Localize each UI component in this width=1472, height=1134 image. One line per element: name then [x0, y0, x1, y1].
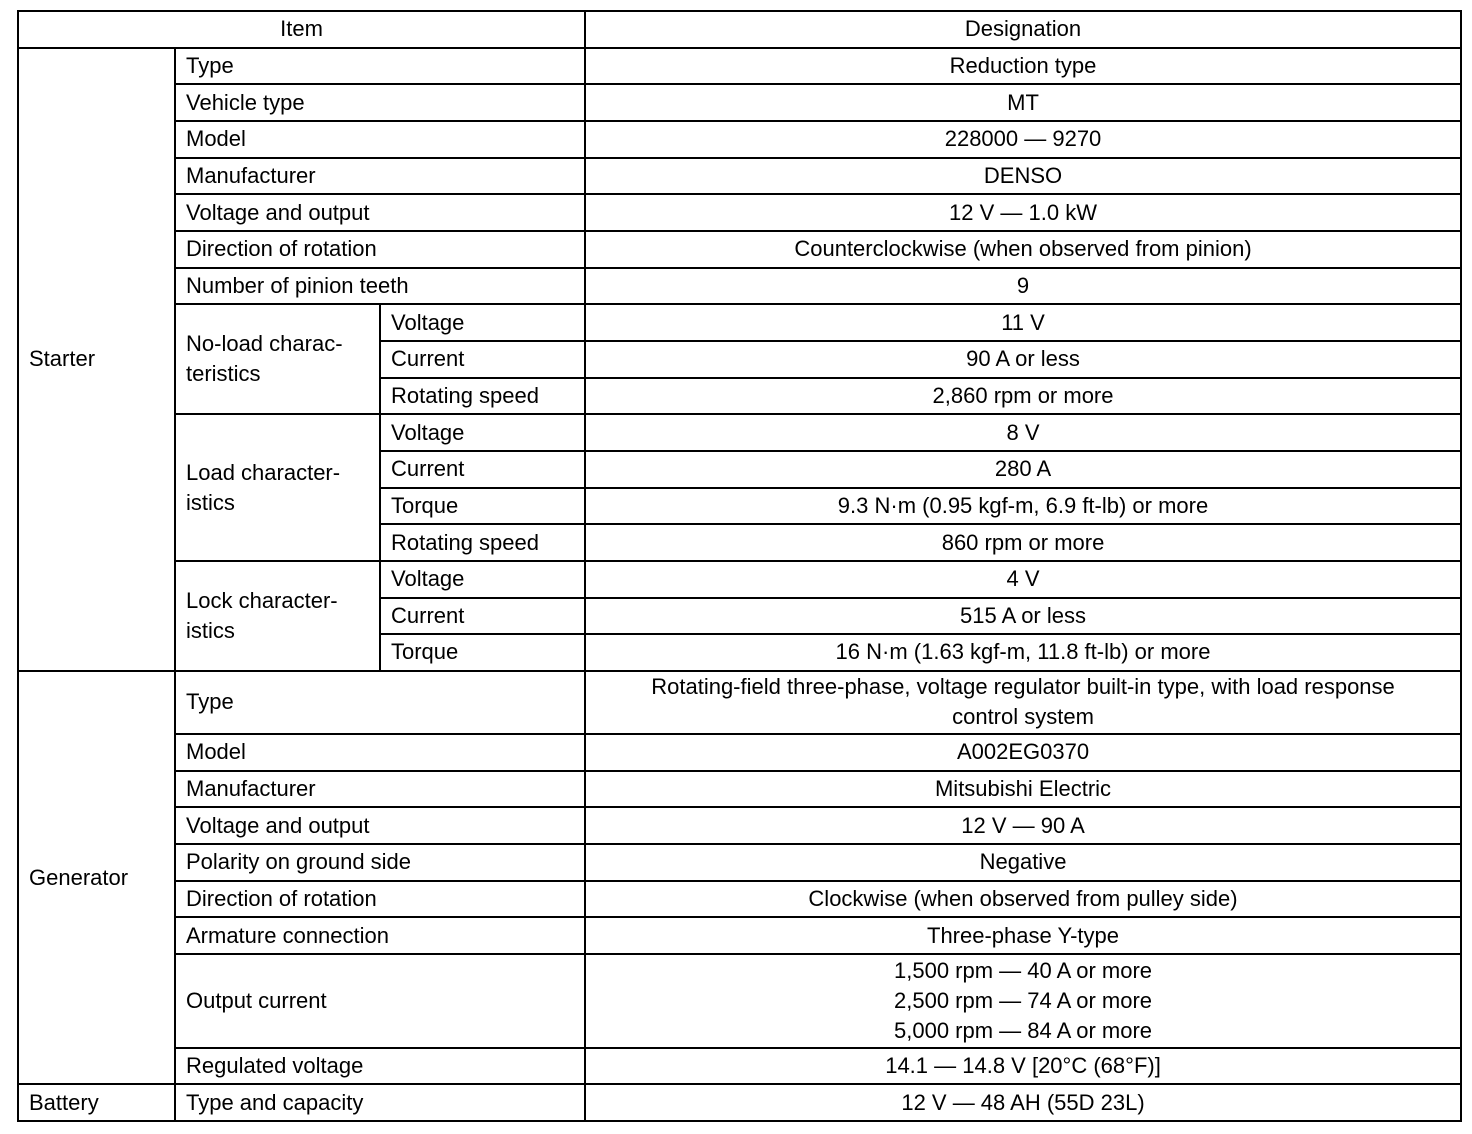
row-value: 14.1 — 14.8 V [20°C (68°F)] — [585, 1048, 1461, 1085]
row-label: Polarity on ground side — [175, 844, 585, 881]
row-label: Manufacturer — [175, 158, 585, 195]
row-value: Clockwise (when observed from pulley side) — [585, 881, 1461, 918]
table-row — [18, 917, 1461, 954]
row-value: 515 A or less — [585, 598, 1461, 635]
row-value: MT — [585, 84, 1461, 121]
row-value: 16 N·m (1.63 kgf-m, 11.8 ft-lb) or more — [585, 634, 1461, 671]
row-label: Regulated voltage — [175, 1048, 585, 1085]
table-row — [18, 268, 1461, 305]
value-line: 2,500 rpm — 74 A or more — [894, 987, 1153, 1013]
group-label-line: Load character- — [186, 459, 341, 485]
sub-label: Rotating speed — [380, 524, 585, 561]
sub-label: Rotating speed — [380, 378, 585, 415]
row-label: Type — [175, 671, 585, 734]
table-row — [18, 671, 1461, 734]
table-row — [18, 231, 1461, 268]
row-label: Number of pinion teeth — [175, 268, 585, 305]
table-row — [18, 158, 1461, 195]
row-value: 2,860 rpm or more — [585, 378, 1461, 415]
value-line: 5,000 rpm — 84 A or more — [894, 1017, 1153, 1043]
row-label: Type and capacity — [175, 1084, 585, 1121]
sub-label: Voltage — [380, 561, 585, 598]
group-lock — [175, 561, 380, 671]
row-label: Armature connection — [175, 917, 585, 954]
row-value: DENSO — [585, 158, 1461, 195]
group-label-line: No-load charac- — [186, 331, 343, 357]
table-row — [18, 48, 1461, 85]
section-battery: Battery — [18, 1084, 175, 1121]
row-label: Model — [175, 121, 585, 158]
row-value: Negative — [585, 844, 1461, 881]
sub-label: Current — [380, 341, 585, 378]
table-row — [18, 414, 1461, 451]
row-value: 4 V — [585, 561, 1461, 598]
header-item: Item — [18, 11, 585, 48]
row-value: Counterclockwise (when observed from pinion) — [585, 231, 1461, 268]
header-designation: Designation — [585, 11, 1461, 48]
row-value: 280 A — [585, 451, 1461, 488]
row-value: 12 V — 48 AH (55D 23L) — [585, 1084, 1461, 1121]
row-label: Model — [175, 734, 585, 771]
sub-label: Voltage — [380, 304, 585, 341]
row-label: Output current — [175, 954, 585, 1048]
section-starter: Starter — [18, 48, 175, 671]
table-row — [18, 561, 1461, 598]
row-label: Direction of rotation — [175, 231, 585, 268]
row-value: 8 V — [585, 414, 1461, 451]
table-row — [18, 194, 1461, 231]
table-row — [18, 304, 1461, 341]
sub-label: Torque — [380, 634, 585, 671]
table-row — [18, 844, 1461, 881]
group-label-line: istics — [186, 617, 235, 643]
row-value: A002EG0370 — [585, 734, 1461, 771]
row-value: 9 — [585, 268, 1461, 305]
row-value: 12 V — 1.0 kW — [585, 194, 1461, 231]
row-label: Voltage and output — [175, 194, 585, 231]
table-row — [18, 771, 1461, 808]
row-value: 9.3 N·m (0.95 kgf-m, 6.9 ft-lb) or more — [585, 488, 1461, 525]
row-value: 90 A or less — [585, 341, 1461, 378]
group-label-line: istics — [186, 489, 235, 515]
table-row — [18, 84, 1461, 121]
row-value: Reduction type — [585, 48, 1461, 85]
group-label-line: teristics — [186, 361, 261, 387]
value-line: control system — [952, 704, 1094, 730]
specifications-table — [17, 10, 1462, 1122]
table-row — [18, 954, 1461, 1048]
value-line: Rotating-field three-phase, voltage regulator built-in type, with load response — [651, 674, 1395, 700]
table-row — [18, 881, 1461, 918]
row-label: Vehicle type — [175, 84, 585, 121]
row-value: 228000 — 9270 — [585, 121, 1461, 158]
row-label: Type — [175, 48, 585, 85]
row-value: 12 V — 90 A — [585, 807, 1461, 844]
group-label-line: Lock character- — [186, 587, 338, 613]
row-label: Voltage and output — [175, 807, 585, 844]
table-row — [18, 1048, 1461, 1085]
row-value — [585, 671, 1461, 734]
sub-label: Current — [380, 598, 585, 635]
row-value — [585, 954, 1461, 1048]
row-value: Three-phase Y-type — [585, 917, 1461, 954]
sub-label: Current — [380, 451, 585, 488]
group-no-load — [175, 304, 380, 414]
table-row — [18, 734, 1461, 771]
section-generator: Generator — [18, 671, 175, 1084]
sub-label: Torque — [380, 488, 585, 525]
sub-label: Voltage — [380, 414, 585, 451]
group-load — [175, 414, 380, 561]
table-row — [18, 1084, 1461, 1121]
row-value: Mitsubishi Electric — [585, 771, 1461, 808]
table-row — [18, 807, 1461, 844]
header-row — [18, 11, 1461, 48]
row-value: 11 V — [585, 304, 1461, 341]
value-line: 1,500 rpm — 40 A or more — [894, 957, 1153, 983]
row-label: Direction of rotation — [175, 881, 585, 918]
row-value: 860 rpm or more — [585, 524, 1461, 561]
table-row — [18, 121, 1461, 158]
row-label: Manufacturer — [175, 771, 585, 808]
